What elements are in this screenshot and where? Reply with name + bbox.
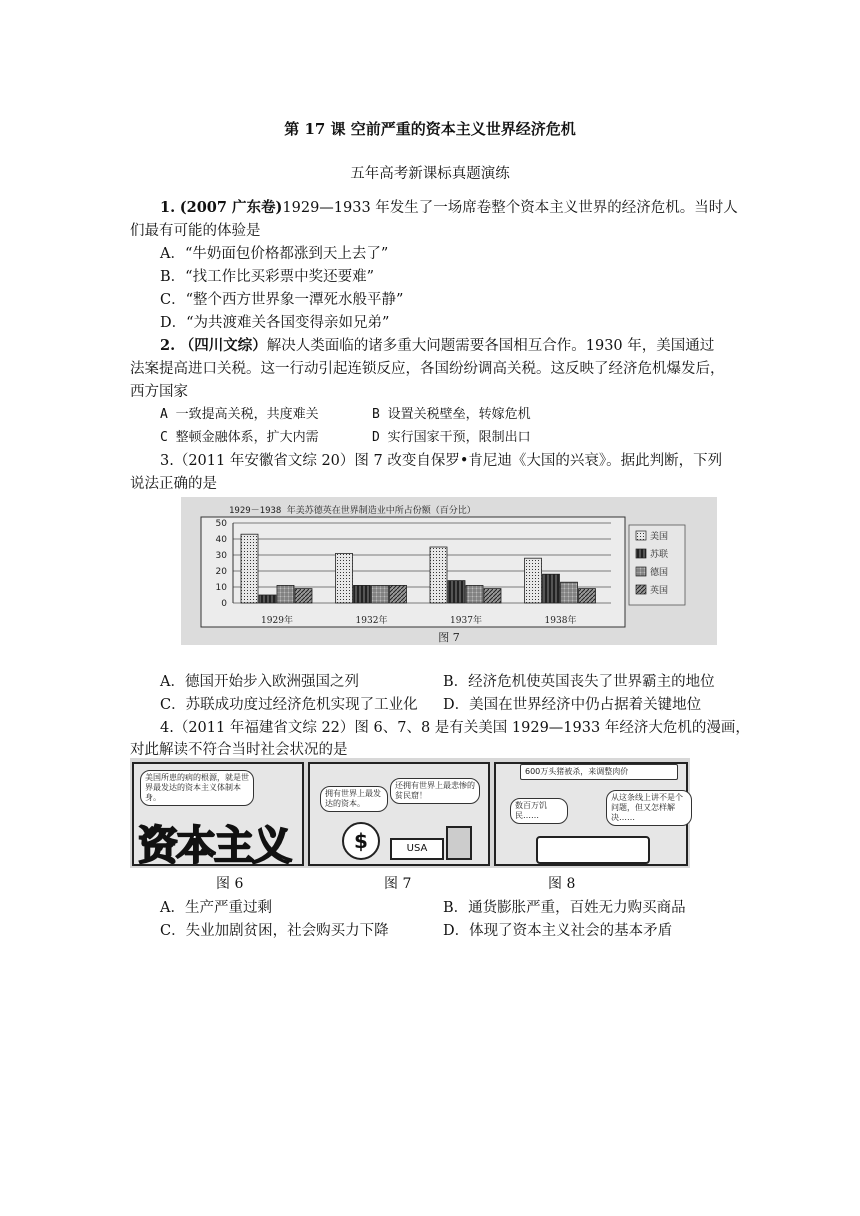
q4-option-a: A．生产严重过剩 [160,900,272,916]
fig7-label: 图 7 [384,876,412,892]
legend-swatch [636,585,646,594]
q4-option-b: B．通货膨胀严重，百姓无力购买商品 [443,900,686,916]
y-tick-label: 10 [215,583,227,593]
q1-number: 1. [160,199,176,216]
chart-frame [201,517,625,627]
y-tick-label: 50 [215,519,227,529]
q2-text3: 西方国家 [130,384,188,400]
q2-text1: 解决人类面临的诸多重大问题需要各国相互合作。1930 年，美国通过 [266,338,715,354]
x-tick-label: 1932年 [355,616,388,626]
q2-option-c: C 整顿金融体系，扩大内需 [160,430,319,445]
comic-panel-8 [494,762,688,866]
panel7-bubble-left: 拥有世界上最发达的资本。 [320,786,388,812]
q3-text2: 说法正确的是 [130,476,217,492]
pig-pile-icon [536,836,650,864]
q2-source: （四川文综） [179,337,267,354]
q1-line1 [160,196,738,217]
usa-ship-icon: USA [390,838,444,860]
legend-label: 英国 [650,586,669,596]
q4-option-c: C．失业加剧贫困，社会购买力下降 [160,923,389,939]
x-tick-label: 1938年 [544,616,577,626]
q1-text2: 们最有可能的体验是 [130,223,261,239]
q1-source: (2007 广东卷) [179,199,283,216]
q4-text1: 4.（2011 年福建省文综 22）图 6、7、8 是有关美国 1929—1933 年经济大危机的漫画， [160,720,750,736]
legend-label: 美国 [650,532,669,542]
bar-德国-1937年 [466,585,483,603]
page-subtitle: 五年高考新课标真题演练 [350,166,510,182]
q3-text1: 3.（2011 年安徽省文综 20）图 7 改变自保罗•肯尼迪《大国的兴衰》。据此判断，下列 [160,453,723,469]
bar-英国-1929年 [295,589,312,603]
fig6-label: 图 6 [216,876,244,892]
q2-number: 2. [160,337,176,354]
y-tick-label: 30 [215,551,227,561]
comic-panel-6 [132,762,304,869]
bar-美国-1938年 [525,558,542,603]
panel7-bubble-right: 还拥有世界上最悲惨的贫民窟！ [390,778,480,804]
q2-option-b: B 设置关税壁垒，转嫁危机 [372,407,531,422]
bar-苏联-1937年 [448,581,465,603]
q4-option-d: D．体现了资本主义社会的基本矛盾 [443,923,673,939]
q2-text2: 法案提高进口关税。这一行动引起连锁反应，各国纷纷调高关税。这反映了经济危机爆发后， [130,361,725,377]
y-tick-label: 0 [221,599,227,609]
panel8-caption: 600万头猪被杀，来调整肉价 [520,764,678,780]
bar-chart-svg [181,497,717,645]
q4-text2: 对此解读不符合当时社会状况的是 [130,742,348,758]
q1-option-b: B．“找工作比买彩票中奖还要难” [160,269,374,285]
panel6-bubble: 美国所患的病的根源，就是世界最发达的资本主义体制本身。 [140,770,254,806]
legend-swatch [636,549,646,558]
q3-option-c: C．苏联成功度过经济危机实现了工业化 [160,697,418,713]
q1-option-c: C．“整个西方世界象一潭死水般平静” [160,292,404,308]
bar-德国-1932年 [372,585,389,603]
panel8-bubble-left: 数百万饥民…… [510,798,568,824]
q1-option-a: A．“牛奶面包价格都涨到天上去了” [160,246,389,262]
comic-panel-7 [308,762,490,866]
bar-英国-1938年 [579,589,596,603]
bar-英国-1932年 [390,585,407,603]
bar-美国-1932年 [336,553,353,603]
comics-strip [130,758,690,868]
bar-苏联-1929年 [259,595,276,603]
q3-option-b: B．经济危机使英国丧失了世界霸主的地位 [443,674,715,690]
figure7-chart [181,497,717,645]
x-tick-label: 1929年 [261,616,293,626]
q2-option-a: A 一致提高关税，共度难关 [160,407,319,422]
y-tick-label: 40 [215,535,227,545]
bar-苏联-1932年 [354,585,371,603]
legend-label: 苏联 [650,550,669,560]
q1-option-d: D．“为共渡难关各国变得亲如兄弟” [160,315,390,331]
panel6-big-word: 资本主义 [138,823,290,869]
legend-swatch [636,531,646,540]
page-title: 第 17 课 空前严重的资本主义世界经济危机 [284,120,576,138]
slum-building-icon [446,826,472,860]
q2-line1 [160,334,714,355]
bar-英国-1937年 [484,589,501,603]
q1-text1: 1929—1933 年发生了一场席卷整个资本主义世界的经济危机。当时人 [282,200,738,216]
y-tick-label: 20 [215,567,227,577]
bar-德国-1929年 [277,585,294,603]
panel8-bubble-right: 从这条线上讲不是个问题，但又怎样解决…… [606,790,692,826]
chart-caption: 图 7 [438,631,460,644]
bar-美国-1929年 [241,534,258,603]
q3-option-a: A．德国开始步入欧洲强国之列 [160,674,359,690]
bar-美国-1937年 [430,547,447,603]
legend-label: 德国 [650,568,669,578]
bar-苏联-1938年 [543,574,560,603]
fig8-label: 图 8 [548,876,576,892]
money-bag-icon: $ [342,822,380,860]
x-tick-label: 1937年 [450,616,482,626]
q2-option-d: D 实行国家干预，限制出口 [372,430,531,445]
legend-swatch [636,567,646,576]
chart-title: 1929－1938 年美苏德英在世界制造业中所占份额（百分比） [229,506,476,516]
bar-德国-1938年 [561,582,578,603]
q3-option-d: D．美国在世界经济中仍占据着关键地位 [443,697,702,713]
